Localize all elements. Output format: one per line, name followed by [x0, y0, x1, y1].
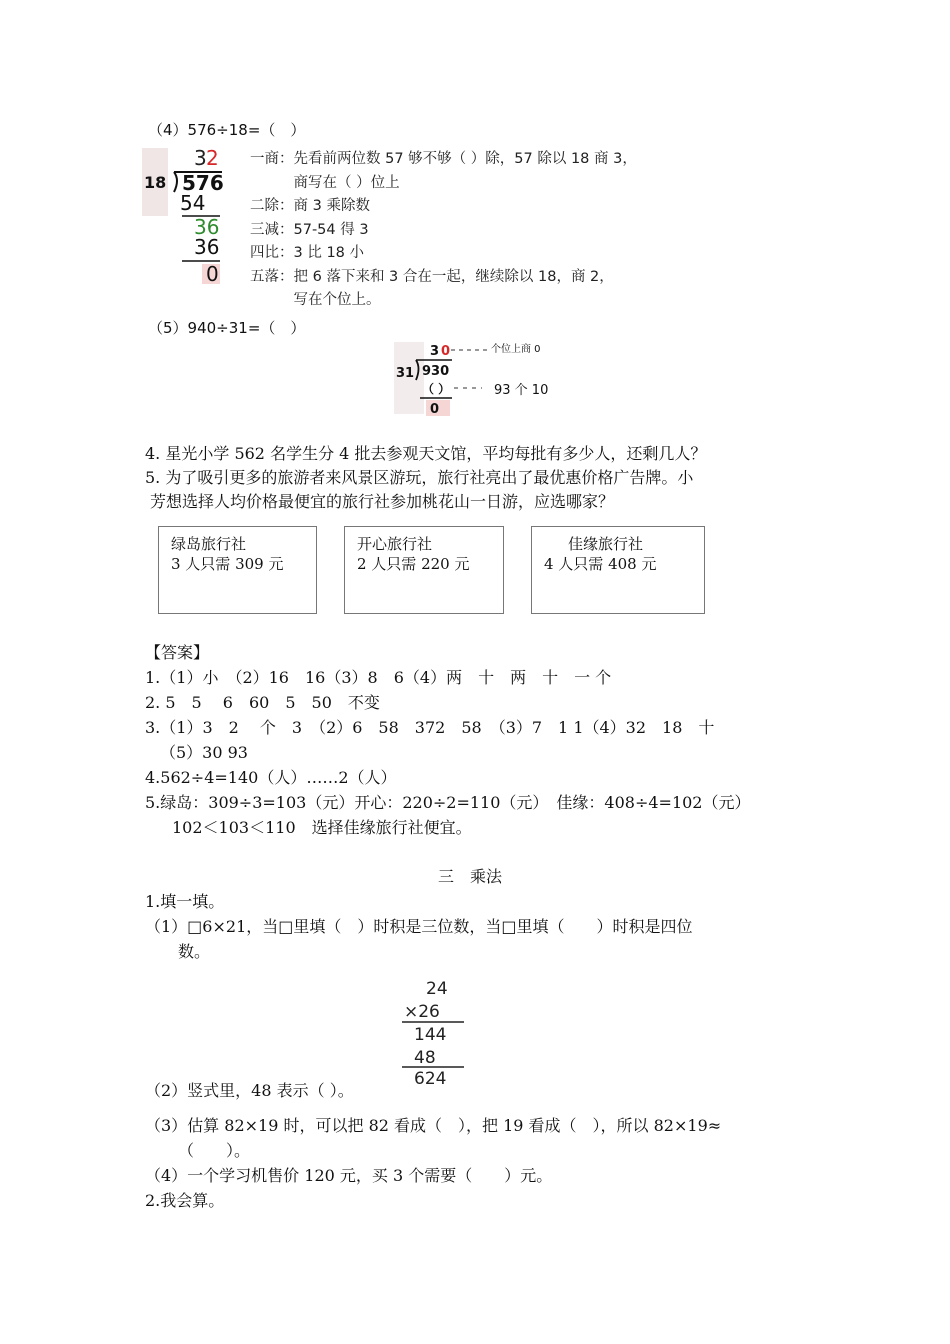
answer-3: 3.（1）3 2 个 3 （2）6 58 372 58 （3）7 1 1（4）32 18 十	[145, 718, 715, 737]
answer-1: 1.（1）小 （2）16 16（3）8 6（4）两 十 两 十 一 个	[145, 668, 612, 687]
s3-question-1-2: （2）竖式里，48 表示（ ）。	[145, 1081, 354, 1100]
quotient-tens: 3	[194, 146, 207, 170]
q4-steps	[250, 148, 710, 313]
dividend: 576	[182, 171, 224, 195]
step-5b: 写在个位上。	[250, 292, 381, 308]
divisor: 18	[144, 173, 167, 192]
problem-5-line-1: 5. 为了吸引更多的旅游者来风景区游玩，旅行社亮出了最优惠价格广告牌。小	[145, 468, 694, 487]
agency-offer: 3 人只需 309 元	[171, 555, 284, 573]
q4-division-diagram	[142, 146, 232, 286]
s3-question-2: 2.我会算。	[145, 1191, 225, 1210]
answer-3-cont: （5）30 93	[160, 743, 248, 762]
q5-quotient-ones: 0	[441, 344, 451, 359]
q5-title: （5）940÷31=（ ）	[148, 319, 306, 337]
step-3: 三减：57-54 得 3	[250, 221, 369, 238]
mult-bottom: ×26	[404, 1002, 440, 1022]
agency-offer: 2 人只需 220 元	[357, 555, 470, 573]
s3-question-1-1-cont: 数。	[178, 942, 211, 961]
step-4: 四比：3 比 18 小	[250, 245, 365, 261]
answer-4: 4.562÷4=140（人）……2（人）	[145, 768, 397, 787]
q5-note-ones: 个位上商 0	[491, 344, 541, 355]
remainder: 0	[206, 262, 219, 286]
s3-question-1: 1.填一填。	[145, 892, 225, 911]
agency-offer: 4 人只需 408 元	[544, 555, 657, 573]
step-1: 一商：先看前两位数 57 够不够（ ）除，57 除以 18 商 3，	[250, 151, 637, 167]
q5-product: （ ）	[422, 382, 451, 396]
s3-question-1-1: （1）□6×21，当□里填（ ）时积是三位数，当□里填（ ）时积是四位	[145, 917, 693, 936]
q5-dividend: 930	[422, 364, 450, 379]
agency-name: 绿岛旅行社	[171, 535, 247, 553]
s3-question-1-4: （4）一个学习机售价 120 元，买 3 个需要（ ）元。	[145, 1166, 553, 1185]
step-2: 二除：商 3 乘除数	[250, 198, 370, 214]
step-5: 五落：把 6 落下来和 3 合在一起，继续除以 18，商 2，	[250, 268, 614, 285]
s3-question-1-3-cont: （ ）。	[178, 1141, 251, 1160]
section-title: 三 乘法	[438, 867, 503, 886]
multiplication-diagram	[396, 974, 476, 1089]
answer-5-cont: 102＜103＜110 选择佳缘旅行社便宜。	[172, 818, 472, 837]
bring-down: 36	[194, 215, 220, 239]
answer-5: 5.绿岛：309÷3=103（元）开心：220÷2=110（元） 佳缘：408÷4=102（元）	[145, 793, 751, 812]
agency-card-jiayuan	[531, 526, 705, 614]
q5-division-diagram	[390, 338, 570, 418]
mult-partial-2: 48	[414, 1048, 436, 1068]
problem-4: 4. 星光小学 562 名学生分 4 批去参观天文馆，平均每批有多少人，还剩几人？	[145, 444, 707, 463]
answers-title: 【答案】	[145, 643, 210, 662]
agency-name: 佳缘旅行社	[568, 535, 644, 553]
quotient-ones: 2	[206, 146, 219, 170]
mult-result: 624	[414, 1069, 447, 1089]
q5-note-product: 93 个 10	[494, 383, 549, 398]
q5-divisor: 31	[396, 366, 415, 381]
q4-title: （4）576÷18=（ ）	[148, 121, 306, 139]
subtract-2: 36	[194, 235, 220, 259]
division-bracket	[174, 172, 177, 192]
subtract-1: 54	[180, 191, 206, 215]
step-1b: 商写在（ ）位上	[250, 174, 400, 191]
problem-5-line-2: 芳想选择人均价格最便宜的旅行社参加桃花山一日游，应选哪家？	[150, 492, 615, 511]
agency-card-lvdao	[158, 526, 317, 614]
agency-name: 开心旅行社	[357, 535, 433, 553]
mult-top: 24	[426, 979, 448, 999]
s3-question-1-3: （3）估算 82×19 时，可以把 82 看成（ ），把 19 看成（ ），所以 82×19≈	[145, 1116, 722, 1135]
q5-quotient-tens: 3	[430, 344, 440, 359]
q5-remainder: 0	[430, 402, 440, 417]
mult-partial-1: 144	[414, 1025, 447, 1045]
answer-2: 2. 5 5 6 60 5 50 不变	[145, 693, 380, 712]
agency-card-kaixin	[344, 526, 504, 614]
